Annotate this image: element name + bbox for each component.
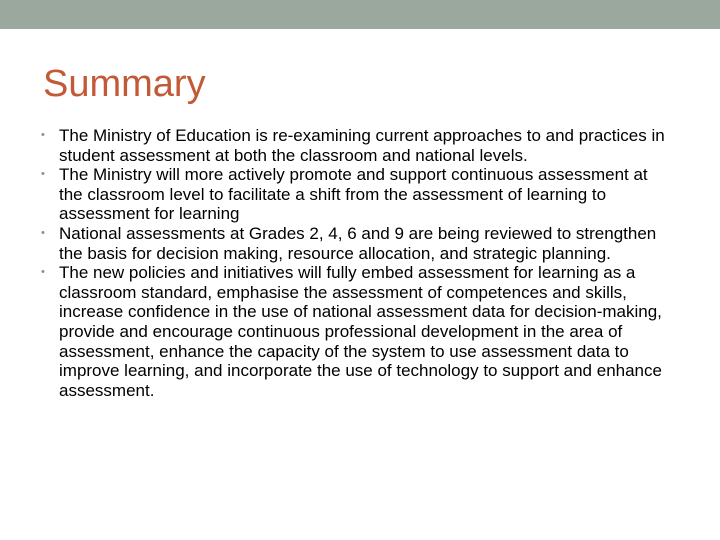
bullet-item [41,263,673,400]
bullet-dot-icon: • [41,266,45,279]
bullet-item [41,224,673,263]
bullet-text: National assessments at Grades 2, 4, 6 and 9 are being reviewed to strengthen the basis for decision making, resource allocation, and strategic planning. [59,223,657,263]
bullet-list [41,126,673,400]
bullet-text: The new policies and initiatives will fully embed assessment for learning as a classroom standard, emphasise the assessment of competences and skills, increase confidence in the use of national assessment data for decision-making, provide and encourage continuous professional development in the area of assessment, enhance the capacity of the system to use assessment data to improve learning, and incorporate the use of technology to support and enhance assessment. [59,263,662,400]
bullet-text: The Ministry of Education is re-examining current approaches to and practices in student assessment at both the classroom and national levels. [59,126,665,165]
bullet-dot-icon: • [41,168,45,181]
top-accent-bar [0,0,720,29]
bullet-dot-icon: • [41,226,45,239]
bullet-text: The Ministry will more actively promote and support continuous assessment at the classroom level to facilitate a shift from the assessment of learning to assessment for learning [59,165,648,224]
bullet-item [41,165,673,224]
bullet-dot-icon: • [41,129,45,141]
bullet-item [41,126,673,165]
slide-title: Summary [43,63,206,105]
